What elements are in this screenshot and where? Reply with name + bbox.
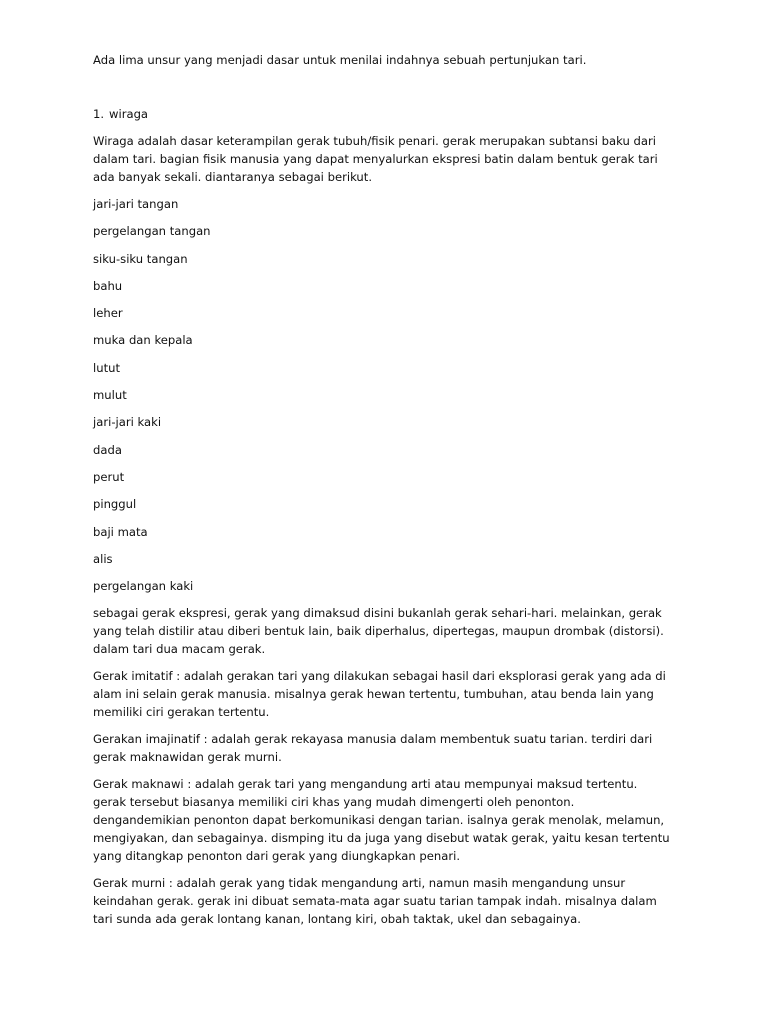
body-parts-list xyxy=(93,195,673,595)
list-item: pergelangan kaki xyxy=(93,579,194,594)
list-item: baji mata xyxy=(93,524,148,539)
gerak-imajinatif-paragraph: Gerakan imajinatif : adalah gerak rekayasa manusia dalam membentuk suatu tarian. terdiri dari gerak maknawidan gerak murni. xyxy=(93,732,653,765)
gerak-maknawi-paragraph: Gerak maknawi : adalah gerak tari yang mengandung arti atau mempunyai maksud tertentu. gerak tersebut biasanya memiliki ciri khas yang mudah dimengerti oleh penonton. dengandemikian penonton dapat berkomunikasi dengan tarian. isalnya gerak menolak, melamun, mengiyakan, dan sebagainya. dismping itu da juga yang disebut watak gerak, yaitu kesan tertentu yang ditangkap penonton dari gerak yang diungkapkan penari. xyxy=(93,777,670,864)
list-item: perut xyxy=(93,469,125,484)
list-item: lutut xyxy=(93,360,121,375)
gerak-murni-paragraph: Gerak murni : adalah gerak yang tidak mengandung arti, namun masih mengandung unsur keindahan gerak. gerak ini dibuat semata-mata agar suatu tarian tampak indah. misalnya dalam tari sunda ada gerak lontang kanan, lontang kiri, obah taktak, ukel dan sebagainya. xyxy=(93,876,657,927)
list-item: pergelangan tangan xyxy=(93,224,211,239)
section-heading xyxy=(93,105,673,123)
section-title: wiraga xyxy=(109,107,149,121)
gerak-imitatif-paragraph: Gerak imitatif : adalah gerakan tari yang dilakukan sebagai hasil dari eksplorasi gerak yang ada di alam ini selain gerak manusia. misalnya gerak hewan tertentu, tumbuhan, atau benda lain yang memiliki ciri gerakan tertentu. xyxy=(93,669,666,720)
intro-sentence: Ada lima unsur yang menjadi dasar untuk menilai indahnya sebuah pertunjukan tari. xyxy=(93,53,587,67)
list-item: dada xyxy=(93,442,122,457)
ekspresi-paragraph: sebagai gerak ekspresi, gerak yang dimaksud disini bukanlah gerak sehari-hari. melainkan, gerak yang telah distilir atau diberi bentuk lain, baik diperhalus, dipertegas, maupun drombak (distorsi). dalam tari dua macam gerak. xyxy=(93,606,664,657)
list-item: jari-jari tangan xyxy=(93,197,179,211)
list-item: leher xyxy=(93,306,123,321)
list-item: jari-jari kaki xyxy=(93,415,162,430)
section-number: 1. xyxy=(93,107,105,121)
document-page xyxy=(93,51,673,937)
list-item: mulut xyxy=(93,388,127,403)
list-item: pinggul xyxy=(93,497,137,512)
list-item: alis xyxy=(93,551,113,566)
wiraga-paragraph: Wiraga adalah dasar keterampilan gerak tubuh/fisik penari. gerak merupakan subtansi baku dari dalam tari. bagian fisik manusia yang dapat menyalurkan ekspresi batin dalam bentuk gerak tari ada banyak sekali. diantaranya sebagai berikut. xyxy=(93,134,658,184)
list-item: muka dan kepala xyxy=(93,333,193,348)
list-item: bahu xyxy=(93,278,123,293)
list-item: siku-siku tangan xyxy=(93,251,188,266)
